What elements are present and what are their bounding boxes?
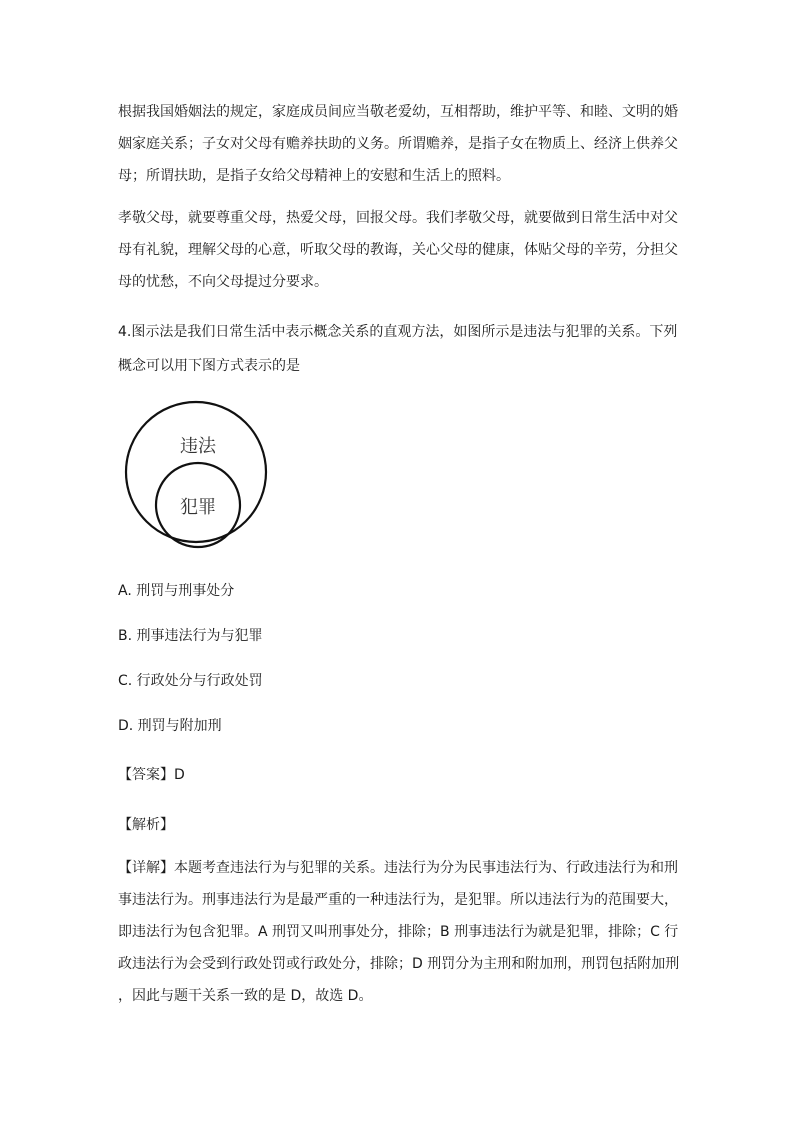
outer-circle-illegal — [126, 402, 266, 542]
option-a: A. 刑罚与刑事处分 — [118, 583, 235, 599]
inner-label: 犯罪 — [180, 497, 216, 518]
option-c: C. 行政处分与行政处罚 — [118, 673, 263, 689]
option-d: D. 刑罚与附加刑 — [118, 718, 222, 734]
text-line: 根据我国婚姻法的规定，家庭成员间应当敬老爱幼，互相帮助，维护平等、和睦、文明的婚 — [118, 104, 678, 120]
answer-label: 【答案】D — [118, 767, 185, 783]
analysis-label: 【解析】 — [118, 817, 174, 833]
text-line: 母的忧愁，不向父母提过分要求。 — [118, 274, 328, 290]
text-line: 姻家庭关系；子女对父母有赡养扶助的义务。所谓赡养，是指子女在物质上、经济上供养父 — [118, 136, 678, 152]
text-line: 母；所谓扶助，是指子女给父母精神上的安慰和生活上的照料。 — [118, 168, 510, 184]
outer-label: 违法 — [180, 436, 216, 457]
concept-diagram — [118, 390, 278, 555]
question-line: 概念可以用下图方式表示的是 — [118, 358, 300, 374]
analysis-line: ，因此与题干关系一致的是 D，故选 D。 — [118, 988, 373, 1004]
option-b: B. 刑事违法行为与犯罪 — [118, 628, 263, 644]
text-line: 母有礼貌，理解父母的心意，听取父母的教诲，关心父母的健康，体贴父母的辛劳，分担父 — [118, 242, 678, 258]
analysis-line: 即违法行为包含犯罪。A 刑罚又叫刑事处分，排除；B 刑事违法行为就是犯罪，排除；C 行 — [118, 924, 679, 940]
analysis-line: 事违法行为。刑事违法行为是最严重的一种违法行为，是犯罪。所以违法行为的范围要大， — [118, 892, 678, 908]
text-line: 孝敬父母，就要尊重父母，热爱父母，回报父母。我们孝敬父母，就要做到日常生活中对父 — [118, 210, 678, 226]
analysis-line: 【详解】本题考查违法行为与犯罪的关系。违法行为分为民事违法行为、行政违法行为和刑 — [118, 860, 678, 876]
question-line: 4.图示法是我们日常生活中表示概念关系的直观方法，如图所示是违法与犯罪的关系。下列 — [118, 324, 678, 340]
analysis-line: 政违法行为会受到行政处罚或行政处分，排除；D 刑罚分为主刑和附加刑，刑罚包括附加刑 — [118, 956, 680, 972]
